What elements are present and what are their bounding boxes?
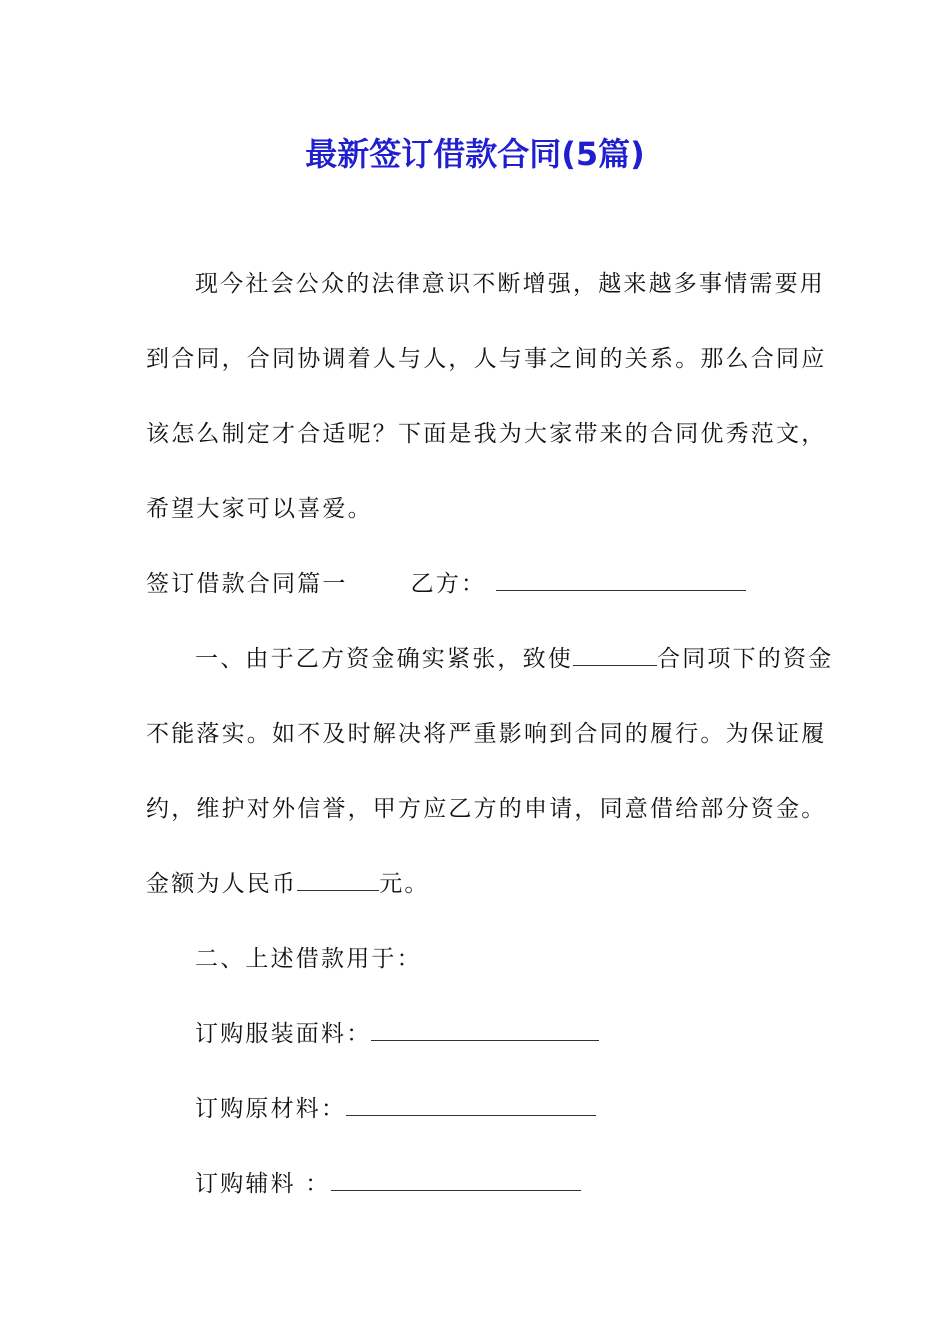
section-heading: 签订借款合同篇一 xyxy=(146,571,348,597)
use-label-accessories: 订购辅料 ： xyxy=(195,1171,331,1197)
contract-blank xyxy=(573,643,657,666)
party-b-blank xyxy=(496,568,746,591)
intro-line-2: 到合同，合同协调着人与人，人与事之间的关系。那么合同应 xyxy=(146,346,827,372)
party-b-label: 乙方： xyxy=(410,571,487,597)
clause-1-line-3: 约，维护对外信誉，甲方应乙方的申请，同意借给部分资金。 xyxy=(146,796,827,822)
clause-1-line-4 xyxy=(146,866,430,902)
clause-1-text-b: 合同项下的资金 xyxy=(657,646,834,672)
accessories-blank xyxy=(331,1168,581,1191)
materials-blank xyxy=(346,1093,596,1116)
clause-2-heading: 二、上述借款用于： xyxy=(195,946,422,972)
document-title: 最新签订借款合同(5篇) xyxy=(305,135,645,173)
section-heading-row xyxy=(146,566,746,602)
fabric-blank xyxy=(371,1018,599,1041)
clause-1-text-a: 一、由于乙方资金确实紧张，致使 xyxy=(195,646,573,672)
amount-unit: 元。 xyxy=(379,871,430,897)
clause-1-line-1 xyxy=(195,641,833,677)
use-row-fabric xyxy=(195,1016,599,1052)
use-label-materials: 订购原材料： xyxy=(195,1096,347,1122)
intro-line-4: 希望大家可以喜爱。 xyxy=(146,496,373,522)
use-label-fabric: 订购服装面料： xyxy=(195,1021,372,1047)
amount-label: 金额为人民币 xyxy=(146,871,298,897)
intro-line-3: 该怎么制定才合适呢？下面是我为大家带来的合同优秀范文， xyxy=(146,421,827,447)
use-row-materials xyxy=(195,1091,596,1127)
clause-1-line-2: 不能落实。如不及时解决将严重影响到合同的履行。为保证履 xyxy=(146,721,827,747)
intro-line-1: 现今社会公众的法律意识不断增强，越来越多事情需要用 xyxy=(195,271,825,297)
use-row-accessories xyxy=(195,1166,581,1202)
amount-blank xyxy=(297,868,379,891)
